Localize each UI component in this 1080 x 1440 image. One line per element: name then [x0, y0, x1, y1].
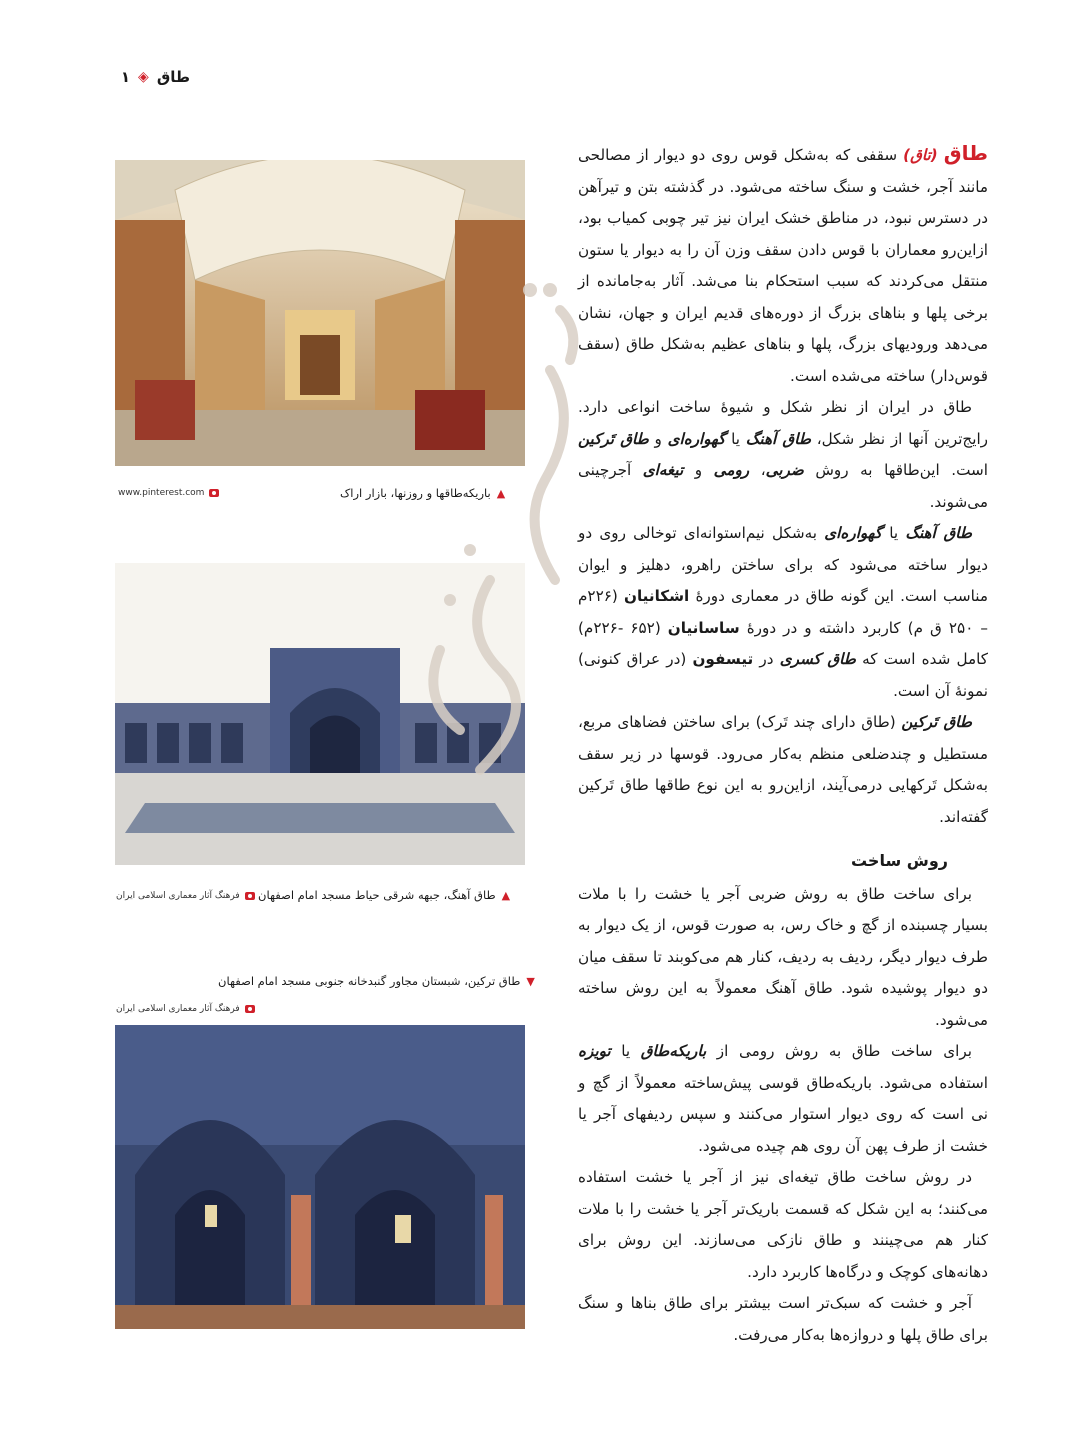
term-ahang: طاق آهنگ [745, 429, 811, 448]
photo-imam-mosque-courtyard [115, 563, 525, 865]
term-rumi: رومی [713, 461, 750, 479]
caption-fig1-text: باریکه‌طاقها و روزنها، بازار اراک [340, 486, 491, 500]
text-run: طاق در ایران از نظر شکل و شیوهٔ ساخت انواعی دارد. رایج‌ترین آنها از نظر شکل، [578, 398, 989, 448]
text-run: (۶۵۲ -۲۲۶م) کامل شده است که [578, 618, 988, 668]
term-tuyzeh: تویزه [578, 1042, 611, 1060]
triangle-down-icon: ▼ [526, 974, 535, 988]
text-run: و [648, 429, 668, 448]
text-run: استفاده می‌شود. باریکه‌طاق قوسی پیش‌ساخته معمولاً از گچ و نی است که روی دیوار استوار می‌کنند و سپس ردیفهای آجر یا خشت از طرف پهن آن روی هم چیده می‌شود. [578, 1073, 988, 1155]
term-zarbi: ضربی [765, 461, 804, 479]
triangle-up-icon: ▲ [501, 888, 511, 902]
term-tarkin: طاق تَرکین [901, 713, 972, 731]
term-gahvarei: گهواره‌ای [824, 524, 882, 542]
text-run: در [753, 650, 780, 668]
header-title: طاق [156, 68, 190, 86]
camera-icon [209, 489, 219, 497]
entry-title: طاق [943, 141, 989, 165]
term-tighei: تیغه‌ای [642, 461, 684, 479]
term-barikeh-taq: باریکه‌طاق [640, 1042, 707, 1060]
intro-text: سقفی که به‌شکل قوس روی دو دیوار از مصالحی مانند آجر، خشت و سنگ ساخته می‌شود. در گذشته بتن و تیرآهن در دسترس نبود، در مناطق خشک ایران نیز تیر چوبی کمیاب بود، ازاین‌رو معماران با قوس دادن سقف وزن آن را به دیوار یا ستون منتقل می‌کردند که سبب استحکام بنا می‌شد. آثار به‌جامانده از برخی پلها و بناهای بزرگ از دوره‌های قدیم ایران و جهان، نشان می‌دهد ورودیهای بزرگ، پلها و بناهای عظیم به‌شکل طاق (سقف قوس‌دار) ساخته می‌شده است. [578, 146, 988, 385]
page-header [121, 68, 190, 86]
term-tisfun: تیسفون [692, 650, 754, 668]
term-taq-kasra: طاق کسری [779, 650, 856, 668]
term-ahang: طاق آهنگ [905, 524, 972, 542]
text-run: و [683, 461, 714, 479]
page-number: ۱ [120, 68, 131, 86]
term-tarkin: طاق تَرکین [578, 429, 649, 448]
credit-fig3-text: فرهنگ آثار معماری اسلامی ایران [116, 1004, 240, 1014]
triangle-up-icon: ▲ [496, 486, 506, 500]
credit-fig1-text: www.pinterest.com [118, 488, 205, 498]
paragraph-zarbi-method: برای ساخت طاق به روش ضربی آجر یا خشت را با ملات بسیار چسبنده از گچ و خاک رس، به صورت قوس، از یک دیوار به طرف دیوار دیگر، ردیف به ردیف، کنار هم می‌کوبند تا سقف میان دو دیوار پوشیده شود. طاق آهنگ معمولاً به این روش ساخته می‌شود. [578, 884, 988, 1029]
paragraph-intro [578, 138, 988, 392]
text-run: (در عراق کنونی) نمونهٔ آن است. [578, 650, 988, 700]
caption-fig2-text: طاق آهنگ، جبهه شرقی حیاط مسجد امام اصفهان [258, 888, 496, 902]
camera-icon [245, 892, 255, 900]
credit-fig2-text: فرهنگ آثار معماری اسلامی ایران [116, 891, 240, 901]
text-run: به‌شکل نیم‌استوانه‌ای توخالی روی دو دیوار ساخته می‌شود که برای ساختن راهرو، دهلیز و ایوان مناسب است. این گونه طاق در معماری دورهٔ [578, 524, 988, 605]
paragraph-rumi-method [578, 1036, 988, 1162]
caption-fig3-text: طاق ترکین، شبستان مجاور گنبدخانه جنوبی مسجد امام اصفهان [218, 974, 521, 988]
paragraph-ahang [578, 518, 988, 707]
term-sasanian: ساسانیان [667, 618, 740, 637]
term-ashkanian: اشکانیان [624, 587, 690, 605]
term-gahvarei: گهواره‌ای [667, 429, 726, 448]
text-run: یا [882, 524, 906, 542]
credit-fig1 [118, 488, 219, 498]
text-run: (۲۲۶م – ۲۵۰ ق م) کاربرد داشته و در دورهٔ [578, 587, 988, 637]
photo-imam-mosque-shabestan [115, 1025, 525, 1329]
text-run: است. این‌طاقها به روش [803, 461, 988, 479]
paragraph-types [578, 392, 988, 518]
caption-fig3 [218, 974, 535, 988]
section-title: روش ساخت [850, 851, 948, 870]
text-run: ، [749, 461, 766, 479]
paragraph-tarkin [578, 707, 988, 833]
credit-fig3 [116, 1004, 255, 1014]
caption-fig1 [340, 486, 505, 500]
paragraph-materials: آجر و خشت که سبک‌تر است بیشتر برای طاق بناها و سنگ برای طاق پلها و دروازه‌ها به‌کار می‌رفت. [578, 1294, 988, 1344]
caption-fig2 [258, 888, 510, 902]
camera-icon [245, 1005, 255, 1013]
article-body [578, 138, 988, 1351]
entry-alt-spelling: (تاق) [903, 146, 938, 164]
text-run: یا [610, 1042, 641, 1060]
text-run: (طاق دارای چند تَرک) برای ساختن فضاهای مربع، مستطیل و چندضلعی منظم به‌کار می‌رود. قوسها در زیر سقف به‌شکل تَرکهایی درمی‌آیند، ازاین‌رو به این نوع طاقها طاق تَرکین گفته‌اند. [578, 713, 988, 826]
text-run: یا [725, 429, 746, 448]
diamond-icon: ◈ [138, 69, 149, 85]
text-run: آجرچینی می‌شوند. [578, 461, 988, 511]
photo-bazaar-arak [115, 160, 525, 466]
text-run: برای ساخت طاق به روش رومی از [706, 1042, 972, 1060]
paragraph-tighei-method: در روش ساخت طاق تیغه‌ای نیز از آجر یا خشت استفاده می‌کنند؛ به این شکل که قسمت باریک‌تر آجر یا خشت را با ملات کنار هم می‌چینند و طاق نازکی می‌سازند. این روش برای دهانه‌های کوچک و درگاه‌ها کاربرد دارد. [578, 1168, 988, 1281]
credit-fig2 [116, 891, 255, 901]
